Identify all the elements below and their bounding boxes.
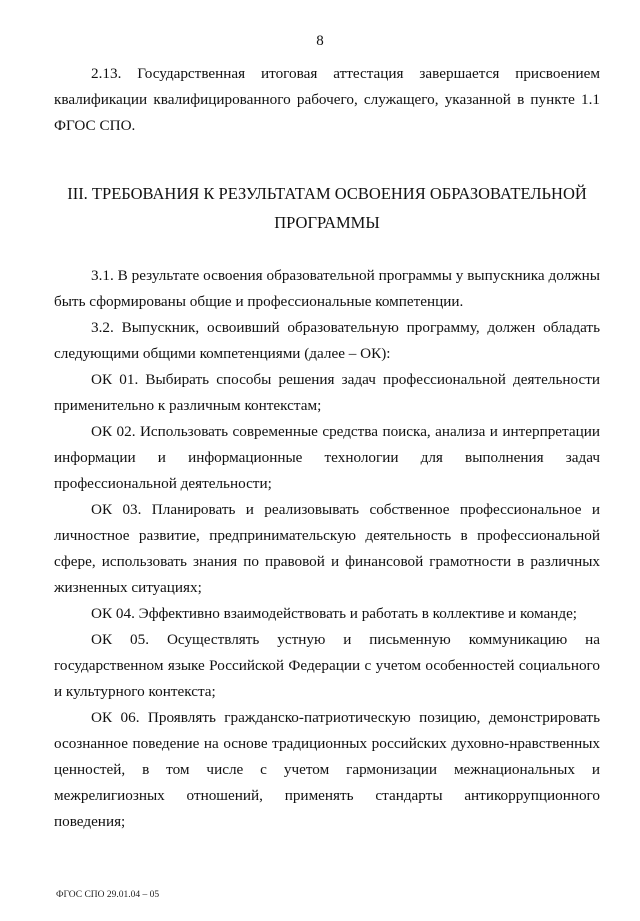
paragraph-3-2: 3.2. Выпускник, освоивший образовательную программу, должен обладать следующими общими компетенциями (далее – ОК):: [54, 319, 600, 362]
paragraph-3-1: 3.1. В результате освоения образовательной программы у выпускника должны быть сформированы общие и профессиональные компетенции.: [54, 267, 600, 310]
competency-ok-06: ОК 06. Проявлять гражданско-патриотическую позицию, демонстрировать осознанное поведение на основе традиционных российских духовно-нравственных ценностей, в том числе с учетом гармонизации межнациональных и межрелигиозных отношений, применять стандарты антикоррупционного поведения;: [54, 709, 600, 830]
competency-ok-03: ОК 03. Планировать и реализовывать собственное профессиональное и личностное развитие, предпринимательскую деятельность в профессиональной сфере, использовать знания по правовой и финансовой грамотности в различных жизненных ситуациях;: [54, 501, 600, 596]
competency-ok-05: ОК 05. Осуществлять устную и письменную коммуникацию на государственном языке Российской Федерации с учетом особенностей социального и культурного контекста;: [54, 631, 600, 700]
competency-ok-02: ОК 02. Использовать современные средства поиска, анализа и интерпретации информации и информационные технологии для выполнения задач профессиональной деятельности;: [54, 423, 600, 492]
paragraph-2-13: 2.13. Государственная итоговая аттестация завершается присвоением квалификации квалифицированного рабочего, служащего, указанной в пункте 1.1 ФГОС СПО.: [54, 65, 600, 134]
competency-ok-04: ОК 04. Эффективно взаимодействовать и работать в коллективе и команде;: [91, 605, 578, 622]
page-number: 8: [316, 33, 324, 49]
competency-ok-01: ОК 01. Выбирать способы решения задач профессиональной деятельности применительно к различным контекстам;: [54, 371, 600, 414]
document-footer: ФГОС СПО 29.01.04 – 05: [56, 890, 160, 900]
section-heading: III. ТРЕБОВАНИЯ К РЕЗУЛЬТАТАМ ОСВОЕНИЯ ОБРАЗОВАТЕЛЬНОЙ ПРОГРАММЫ: [67, 184, 587, 232]
document-body: [54, 61, 600, 835]
